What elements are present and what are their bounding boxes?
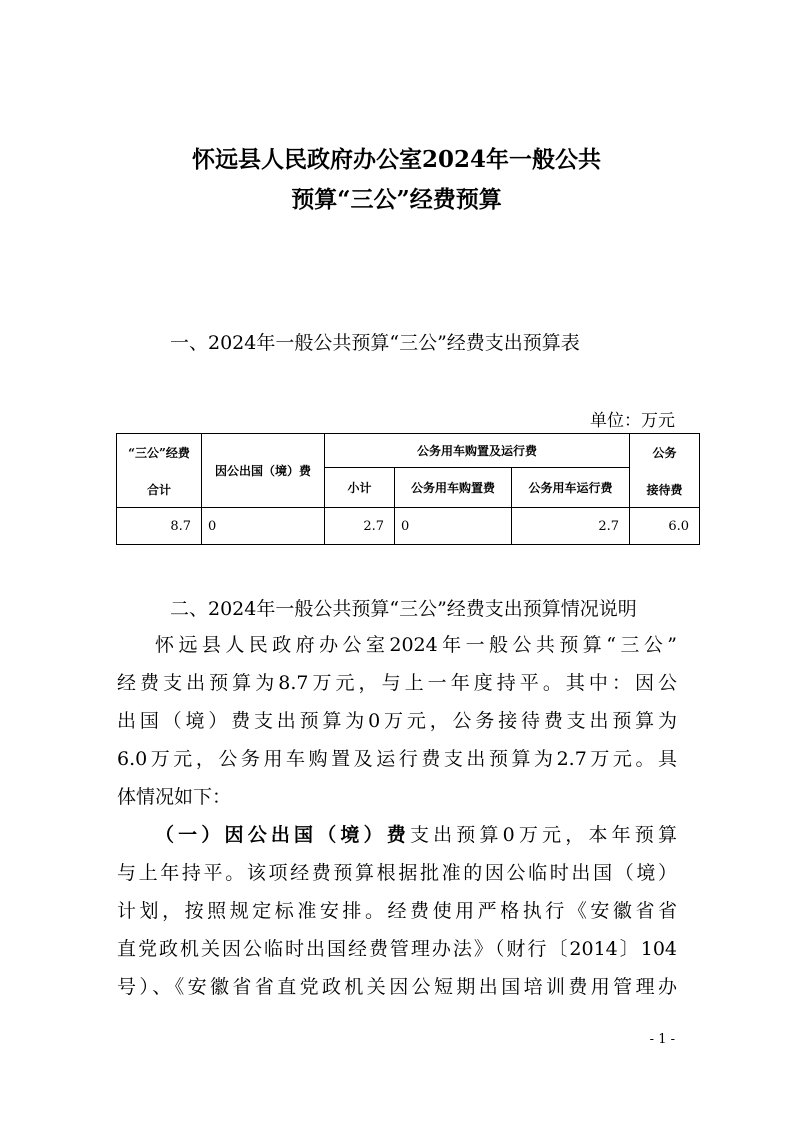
document-title [0,140,793,220]
summary-line: 经费支出预算为8.7万元，与上一年度持平。其中：因公 [117,672,677,694]
header-total-line-1: “三公”经费 [128,445,190,460]
abroad-line: 号）、《安徽省省直党政机关因公短期出国培训费用管理办 [117,976,677,998]
header-reception-line-2: 接待费 [646,482,683,497]
paragraph-abroad [117,816,677,1006]
header-total [117,434,202,508]
cell-reception: 6.0 [630,508,700,545]
header-subtotal: 小计 [325,468,395,508]
abroad-line: 与上年持平。该项经费预算根据批准的因公临时出国（境） [117,862,677,884]
section-2-heading: 二、2024年一般公共预算“三公”经费支出预算情况说明 [170,598,637,620]
header-reception [630,434,700,508]
table-row [117,508,700,545]
page-number: - 1 - [649,1032,675,1047]
budget-table [116,433,700,545]
abroad-first-line [117,816,677,854]
summary-line: 6.0万元，公务用车购置及运行费支出预算为2.7万元。具 [117,748,677,770]
header-vehicle-group: 公务用车购置及运行费 [325,434,630,468]
cell-subtotal: 2.7 [325,508,395,545]
cell-abroad: 0 [202,508,325,545]
header-reception-line-1: 公务 [652,445,677,460]
cell-vehicle-operation: 2.7 [512,508,630,545]
cell-vehicle-purchase: 0 [395,508,512,545]
summary-line: 体情况如下： [117,786,232,808]
unit-label: 单位：万元 [590,411,675,431]
abroad-first-line-text: 支出预算0万元，本年预算 [409,824,677,846]
summary-line: 怀远县人民政府办公室2024年一般公共预算“三公” [155,634,677,656]
section-1-heading: 一、2024年一般公共预算“三公”经费支出预算表 [170,332,580,354]
header-abroad: 因公出国（境）费 [202,434,325,508]
title-line-1: 怀远县人民政府办公室2024年一般公共 [191,146,601,173]
paragraph-summary [117,626,677,816]
summary-line: 出国（境）费支出预算为0万元，公务接待费支出预算为 [117,710,677,732]
title-line-2: 预算“三公”经费预算 [291,186,502,213]
header-vehicle-operation: 公务用车运行费 [512,468,630,508]
header-total-line-2: 合计 [146,482,171,497]
cell-total: 8.7 [117,508,202,545]
header-vehicle-purchase: 公务用车购置费 [395,468,512,508]
abroad-line: 计划，按照规定标准安排。经费使用严格执行《安徽省省 [117,900,677,922]
abroad-line: 直党政机关因公临时出国经费管理办法》（财行〔2014〕104 [117,938,677,960]
abroad-subheading: （一）因公出国（境）费 [155,824,410,846]
